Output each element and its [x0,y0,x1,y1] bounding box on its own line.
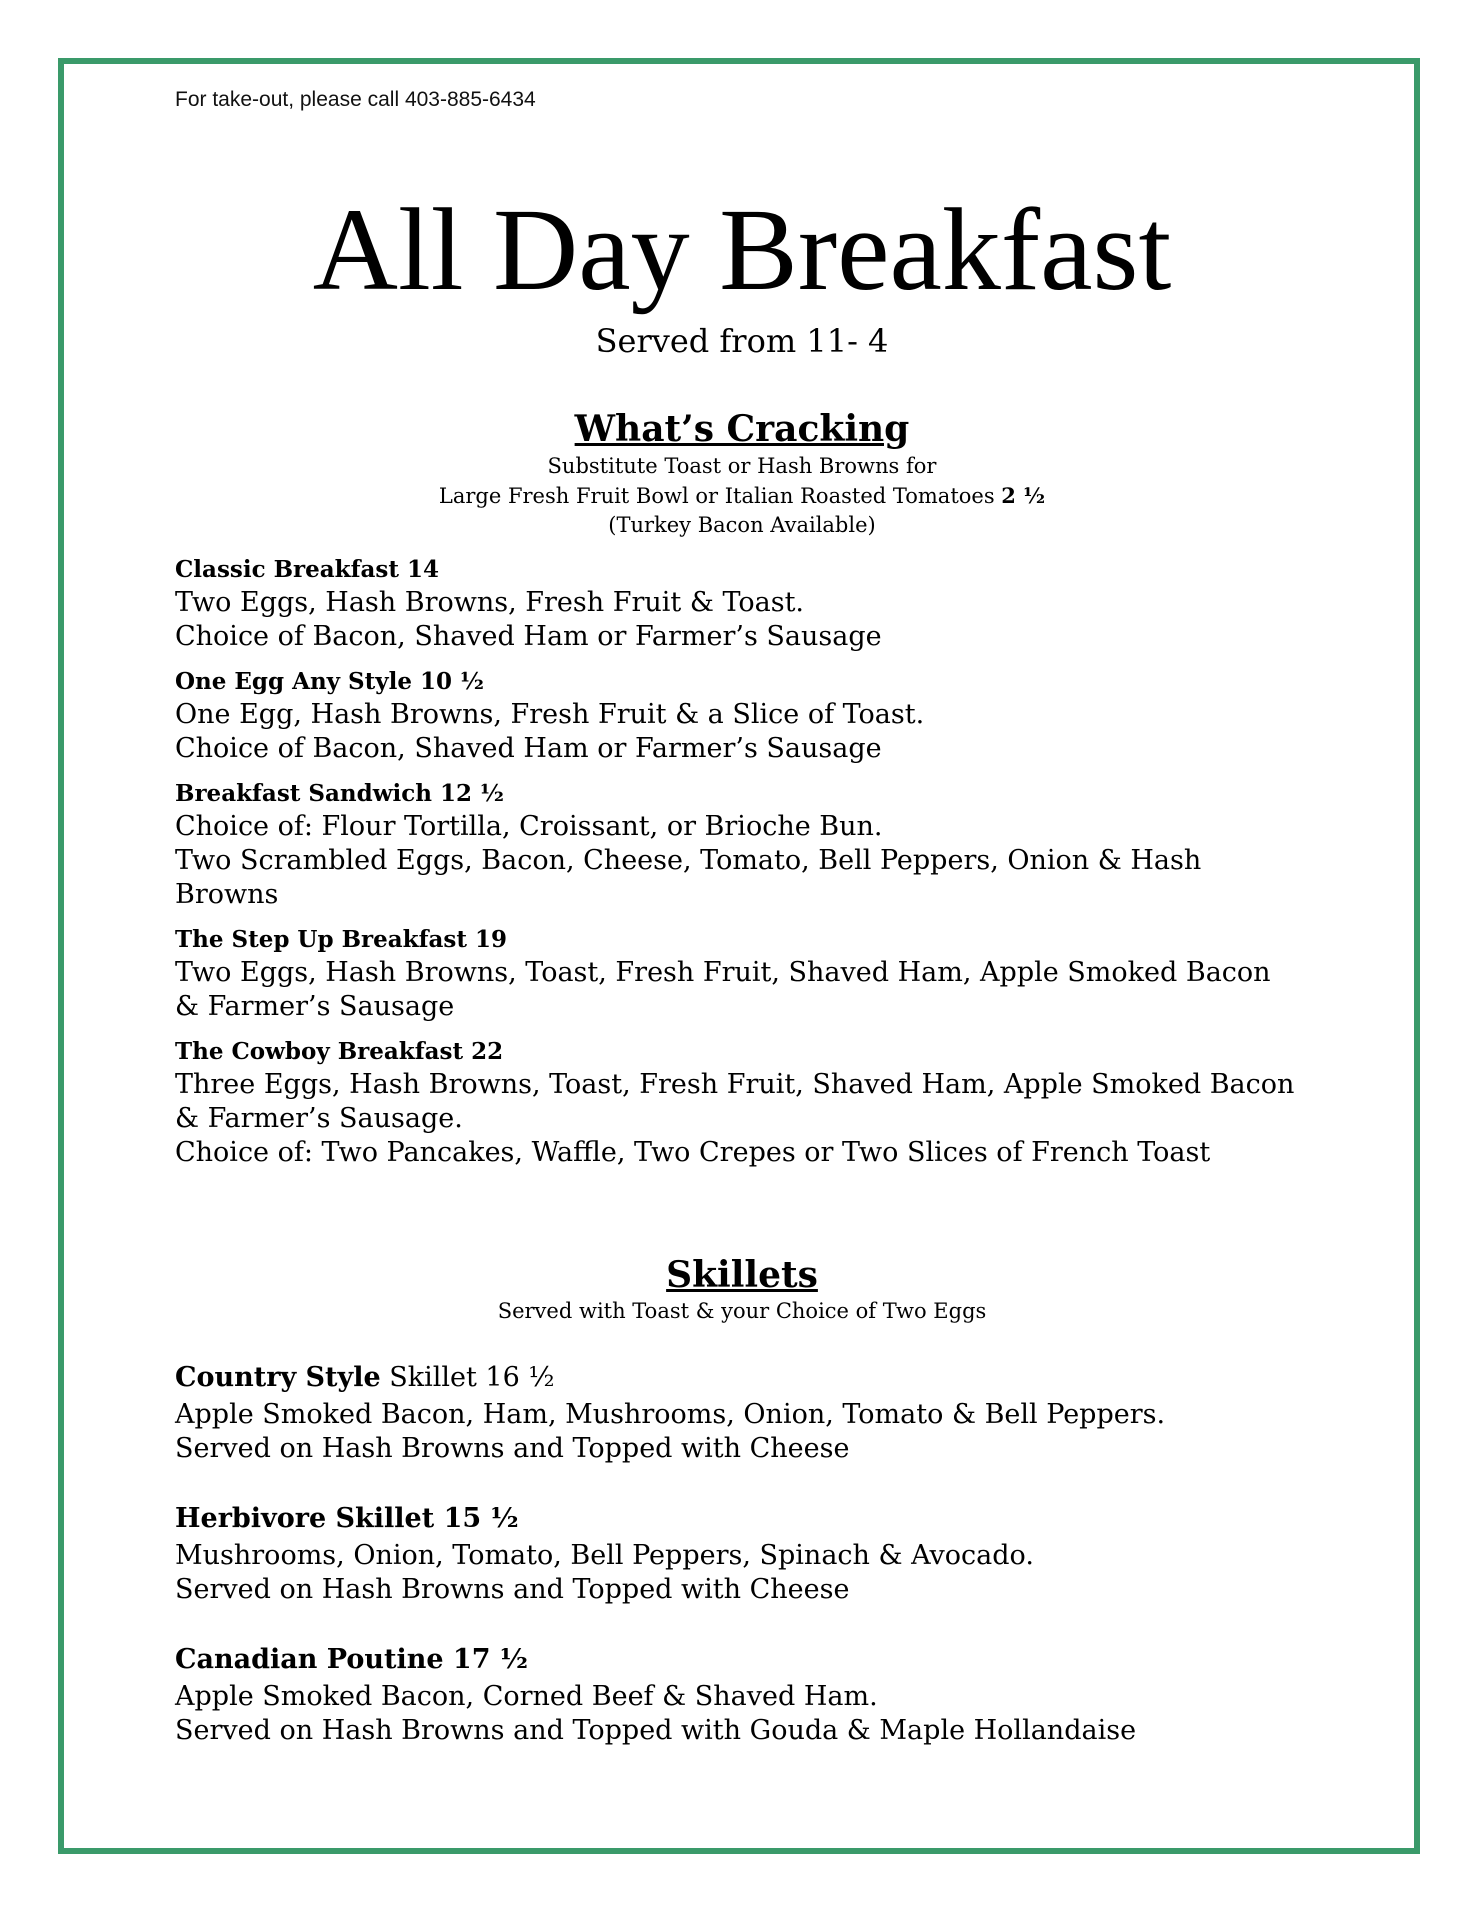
item-name [175,1640,1295,1680]
section-heading-skillets: Skillets [666,1254,818,1296]
menu-item-one-egg-any-style [175,666,1295,766]
menu-item-breakfast-sandwich [175,778,1295,912]
whats-cracking-note [0,452,1484,540]
item-name: One Egg Any Style 10 ½ [175,668,485,695]
served-hours: Served from 11- 4 [595,322,889,360]
menu-item-classic-breakfast [175,554,1295,654]
item-description: Mushrooms, Onion, Tomato, Bell Peppers, Spinach & Avocado. Served on Hash Browns and Topped with Cheese [175,1540,1034,1605]
skillet-items [175,1358,1295,1781]
item-description: Choice of: Flour Tortilla, Croissant, or Brioche Bun. Two Scrambled Eggs, Bacon, Cheese, Tomato, Bell Peppers, Onion & Hash Browns [175,811,1202,910]
menu-title: All Day Breakfast [312,184,1172,315]
menu-item-cowboy-breakfast [175,1036,1295,1170]
item-name [175,1358,1295,1398]
item-description: One Egg, Hash Browns, Fresh Fruit & a Slice of Toast. Choice of Bacon, Shaved Ham or Farmer’s Sausage [175,699,925,764]
item-name: Breakfast Sandwich 12 ½ [175,780,504,807]
skillets-note: Served with Toast & your Choice of Two Eggs [497,1299,987,1323]
takeout-phone-note: For take-out, please call 403-885-6434 [175,88,536,111]
section-heading-whats-cracking: What’s Cracking [574,408,910,450]
menu-item-country-style-skillet [175,1358,1295,1466]
item-name: The Step Up Breakfast 19 [175,926,507,953]
item-name-bold: Canadian Poutine 17 ½ [175,1644,529,1675]
item-name-bold: Herbivore Skillet 15 ½ [175,1503,519,1534]
item-description: Two Eggs, Hash Browns, Toast, Fresh Fruit, Shaved Ham, Apple Smoked Bacon & Farmer’s Sausage [175,957,1271,1022]
menu-item-canadian-poutine [175,1640,1295,1748]
item-name-bold: Country Style [175,1362,381,1393]
item-description: Three Eggs, Hash Browns, Toast, Fresh Fruit, Shaved Ham, Apple Smoked Bacon & Farmer’s Sausage. Choice of: Two Pancakes, Waffle, Two Crepes or Two Slices of French Toast [175,1069,1295,1168]
item-description: Apple Smoked Bacon, Corned Beef & Shaved Ham. Served on Hash Browns and Topped with Gouda & Maple Hollandaise [175,1681,1137,1746]
item-name-rest: Skillet 16 ½ [380,1362,555,1393]
item-name: Classic Breakfast 14 [175,556,440,583]
substitute-note-text: Large Fresh Fruit Bowl or Italian Roasted Tomatoes [438,484,1002,508]
substitute-price: 2 ½ [1001,483,1046,508]
substitute-note-line-1: Substitute Toast or Hash Browns for [547,454,937,478]
whats-cracking-items [175,554,1295,1182]
item-name [175,1499,1295,1539]
menu-item-herbivore-skillet [175,1499,1295,1607]
item-description: Apple Smoked Bacon, Ham, Mushrooms, Onion, Tomato & Bell Peppers. Served on Hash Browns and Topped with Cheese [175,1399,1166,1464]
item-description: Two Eggs, Hash Browns, Fresh Fruit & Toast. Choice of Bacon, Shaved Ham or Farmer’s Sausage [175,587,882,652]
substitute-note-line-2 [0,481,1484,511]
turkey-bacon-note: (Turkey Bacon Available) [608,513,876,537]
item-name: The Cowboy Breakfast 22 [175,1038,504,1065]
menu-item-step-up-breakfast [175,924,1295,1024]
